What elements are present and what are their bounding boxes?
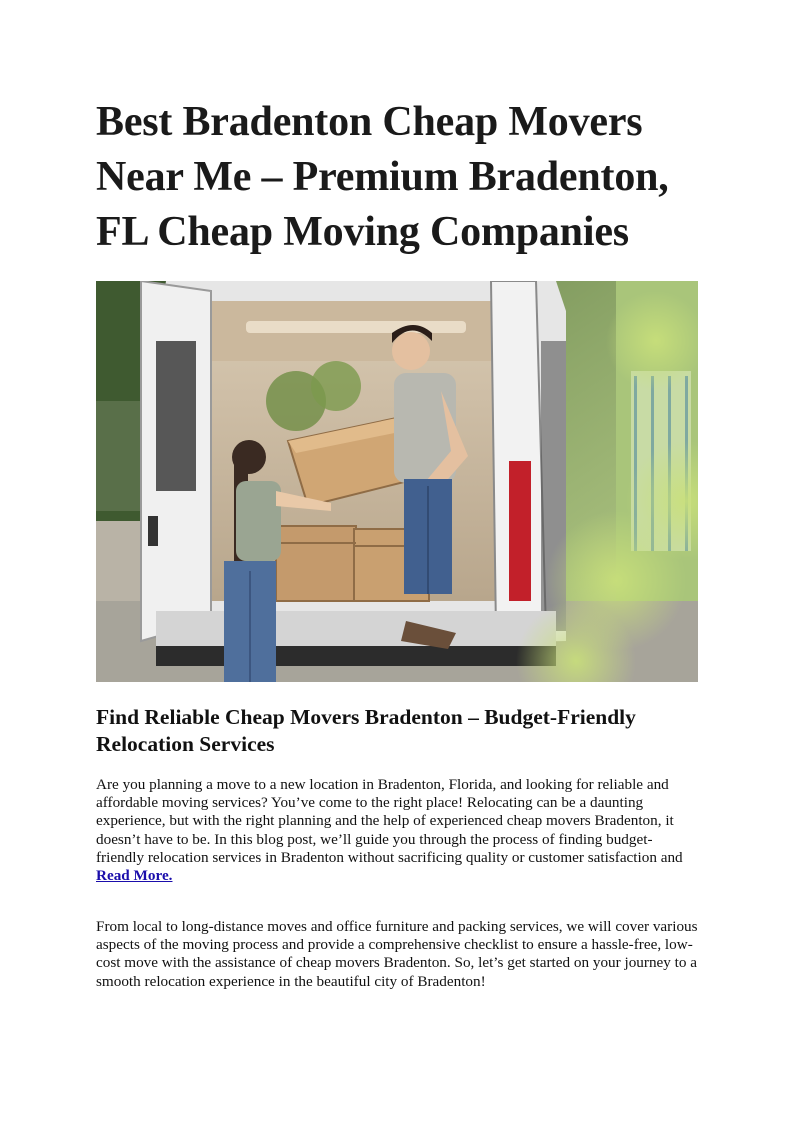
intro-paragraph-text: Are you planning a move to a new location in Bradenton, Florida, and looking for reliable and affordable moving services? You’ve come to the right place! Relocating can be a daunting experience, but with the right planning and the help of experienced cheap movers Bradenton, it doesn’t have to be. In this blog post, we’ll guide you through the process of finding budget-friendly relocation services in Bradenton without sacrificing quality or customer satisfaction and <box>96 776 683 866</box>
page-title: Best Bradenton Cheap Movers Near Me – Premium Bradenton, FL Cheap Moving Companies <box>96 99 669 255</box>
hero-image-movers-van <box>96 281 698 682</box>
read-more-link[interactable]: Read More. <box>96 867 173 885</box>
intro-paragraph <box>96 776 698 885</box>
section-heading: Find Reliable Cheap Movers Bradenton – Budget-Friendly Relocation Services <box>96 705 636 756</box>
second-paragraph: From local to long-distance moves and office furniture and packing services, we will cover various aspects of the moving process and provide a comprehensive checklist to ensure a hassle-free, low-cost move with the assistance of cheap movers Bradenton. So, let’s get started on your journey to a smooth relocation experience in the beautiful city of Bradenton! <box>96 918 698 990</box>
hero-illustration <box>96 281 698 682</box>
